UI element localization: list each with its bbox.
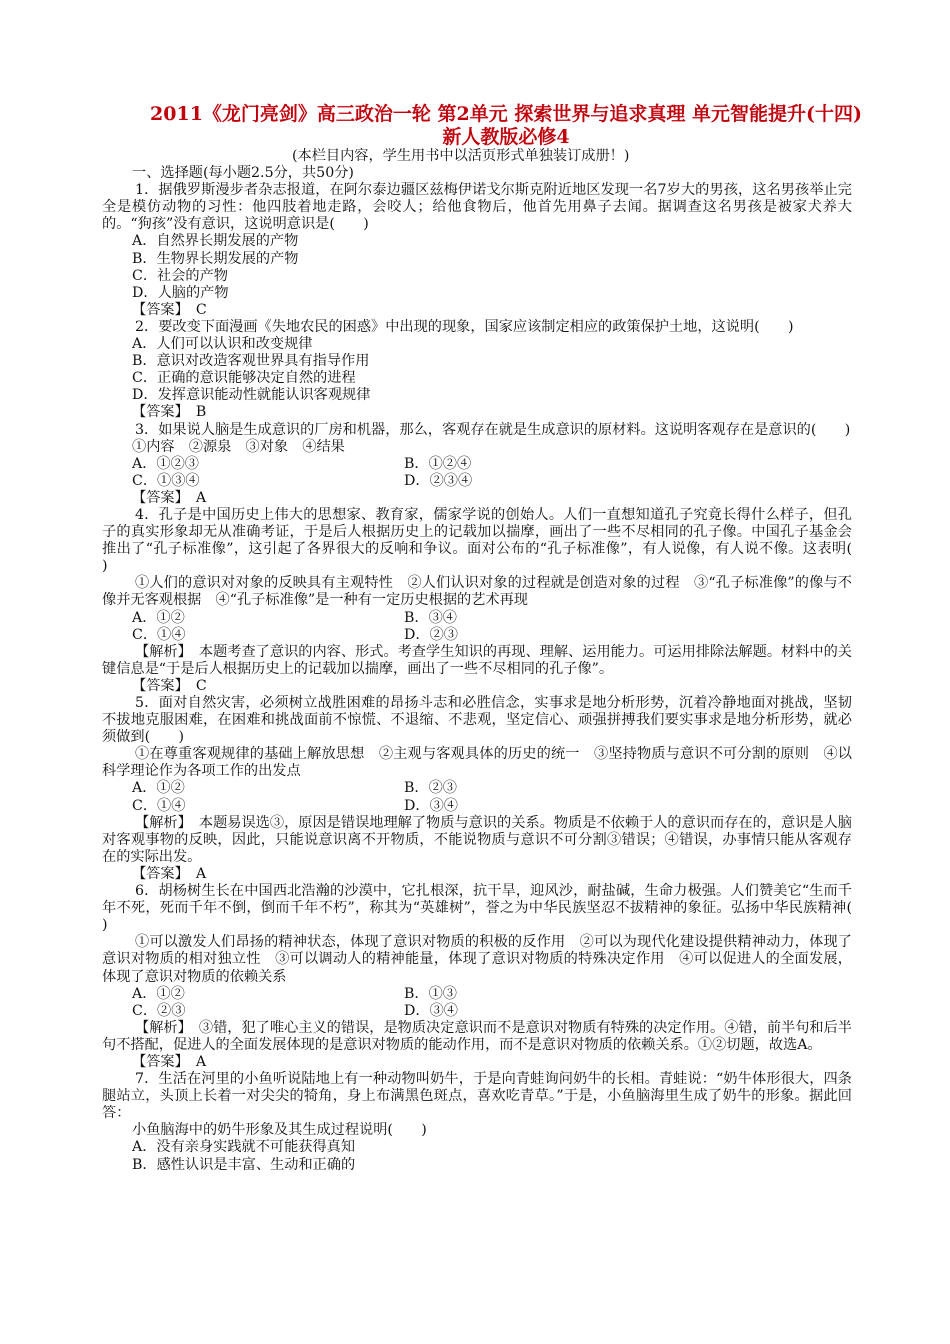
q6-option-d: D．③④ [404,1002,458,1019]
q6-options-row-2 [102,1003,852,1020]
q1-answer: 【答案】 C [132,301,207,318]
q4-options-row-2 [102,627,852,644]
q6-option-a: A．①② [132,985,185,1002]
q4-options-row-1 [102,610,852,627]
question-1-stem: 1．据俄罗斯漫步者杂志报道，在阿尔泰边疆区兹梅伊诺戈尔斯克附近地区发现一名7岁大的男孩，这名男孩举止完全是模仿动物的习性：他四肢着地走路，会咬人；给他食物后，他首先用鼻子去闻。据调查这名男孩是被家犬养大的。“狗孩”没有意识，这说明意识是( ) [102,182,852,233]
q1-option-a: A．自然界长期发展的产物 [132,233,299,250]
q3-option-c: C．①③④ [132,472,200,489]
q5-answer: 【答案】 A [132,865,207,882]
q7-sub-question: 小鱼脑海中的奶牛形象及其生成过程说明( ) [132,1122,427,1139]
q5-option-b: B．②③ [404,780,457,797]
q6-items: ①可以激发人们昂扬的精神状态，体现了意识对物质的积极的反作用 ②可以为现代化建设提供精神动力，体现了意识对物质的相对独立性 ③可以调动人的精神能量，体现了意识对物质的特殊决定作用 ④可以促进人的全面发展，体现了意识对物质的依赖关系 [102,934,852,985]
q5-option-c: C．①④ [132,797,186,814]
q3-option-d: D．②③④ [404,472,473,489]
q1-option-d: D．人脑的产物 [132,284,229,301]
q6-options-row-1 [102,986,852,1003]
q5-items: ①在尊重客观规律的基础上解放思想 ②主观与客观具体的历史的统一 ③坚持物质与意识不可分割的原则 ④以科学理论作为各项工作的出发点 [102,746,852,780]
q4-items: ①人们的意识对对象的反映具有主观特性 ②人们认识对象的过程就是创造对象的过程 ③“孔子标准像”的像与不像并无客观根据 ④“孔子标准像”是一种有一定历史根据的艺术再现 [102,575,852,609]
q2-option-b: B．意识对改造客观世界具有指导作用 [132,353,370,370]
q1-option-b: B．生物界长期发展的产物 [132,250,299,267]
q2-answer: 【答案】 B [132,404,207,421]
q3-option-b: B．①②④ [404,455,472,472]
q6-analysis: 【解析】 ③错，犯了唯心主义的错误，是物质决定意识而不是意识对物质有特殊的决定作用。④错，前半句和后半句不搭配，促进人的全面发展体现的是意识对物质的能动作用，而不是意识对物质的依赖关系。①②切题，故选A。 [102,1019,852,1053]
q2-option-a: A．人们可以认识和改变规律 [132,336,313,353]
q3-option-a: A．①②③ [132,455,199,472]
question-2-stem: 2．要改变下面漫画《失地农民的困惑》中出现的现象，国家应该制定相应的政策保护土地，这说明( ) [135,318,794,335]
q5-option-a: A．①② [132,780,185,797]
question-3-stem: 3．如果说人脑是生成意识的厂房和机器，那么，客观存在就是生成意识的原材料。这说明客观存在是意识的( ) [135,421,851,438]
q4-option-c: C．①④ [132,626,186,643]
q4-option-a: A．①② [132,609,185,626]
document-body [102,148,881,1174]
q6-option-c: C．②③ [132,1002,186,1019]
q5-option-d: D．③④ [404,797,458,814]
q5-options-row-1 [102,780,852,797]
q7-option-a: A．没有亲身实践就不可能获得真知 [132,1139,356,1156]
q7-option-b: B．感性认识是丰富、生动和正确的 [132,1156,356,1173]
question-7-stem: 7．生活在河里的小鱼听说陆地上有一种动物叫奶牛，于是向青蛙询问奶牛的长相。青蛙说：“奶牛体形很大，四条腿站立，头顶上长着一对尖尖的犄角，身上布满黑色斑点，喜欢吃青草。”于是，小鱼脑海里生成了奶牛的形象。据此回答： [102,1071,852,1122]
question-5-stem: 5．面对自然灾害，必须树立战胜困难的昂扬斗志和必胜信念，实事求是地分析形势，沉着冷静地面对挑战，坚韧不拔地克服困难，在困难和挑战面前不惊慌、不退缩、不悲观，坚定信心、顽强拼搏我们要实事求是地分析形势，就必须做到( ) [102,695,852,746]
q1-option-c: C．社会的产物 [132,267,228,284]
q3-answer: 【答案】 A [132,489,207,506]
q4-option-b: B．③④ [404,609,457,626]
q4-answer: 【答案】 C [132,677,207,694]
q3-items: ①内容 ②源泉 ③对象 ④结果 [132,438,345,455]
subtitle: (本栏目内容，学生用书中以活页形式单独装订成册！) [292,148,630,164]
q2-option-c: C．正确的意识能够决定自然的进程 [132,370,356,387]
section-heading: 一、选择题(每小题2.5分，共50分) [132,165,354,182]
q4-analysis: 【解析】 本题考查了意识的内容、形式。考查学生知识的再现、理解、运用能力。可运用排除法解题。材料中的关键信息是“于是后人根据历史上的记载加以揣摩，画出了一些不尽相同的孔子像”。 [102,643,852,677]
document-title: 2011《龙门亮剑》高三政治一轮 第2单元 探索世界与追求真理 单元智能提升(十四) 新人教版必修4 [150,103,862,148]
q2-option-d: D．发挥意识能动性就能认识客观规律 [132,387,371,404]
question-6-stem: 6．胡杨树生长在中国西北浩瀚的沙漠中，它扎根深，抗干旱，迎风沙，耐盐碱，生命力极强。人们赞美它“生而千年不死，死而千年不倒，倒而千年不朽”，称其为“英雄树”，誉之为中华民族坚忍不拔精神的象征。弘扬中华民族精神( ) [102,883,881,934]
q5-analysis: 【解析】 本题易误选③，原因是错误地理解了物质与意识的关系。物质是不依赖于人的意识而存在的，意识是人脑对客观事物的反映，因此，只能说意识离不开物质，不能说物质与意识不可分割③错误；④错误，办事情只能从客观存在的实际出发。 [102,814,852,865]
q3-options-row-2 [102,473,852,490]
q6-option-b: B．①③ [404,985,457,1002]
q6-answer: 【答案】 A [132,1053,207,1070]
q5-options-row-2 [102,798,852,815]
question-4-stem: 4．孔子是中国历史上伟大的思想家、教育家，儒家学说的创始人。人们一直想知道孔子究竟长得什么样子，但孔子的真实形象却无从准确考证，于是后人根据历史上的记载加以揣摩，画出了一些不尽相同的孔子像。中国孔子基金会推出了“孔子标准像”，这引起了各界很大的反响和争议。面对公布的“孔子标准像”，有人说像，有人说不像。这表明( ) [102,506,881,575]
q3-options-row-1 [102,456,852,473]
q4-option-d: D．②③ [404,626,458,643]
